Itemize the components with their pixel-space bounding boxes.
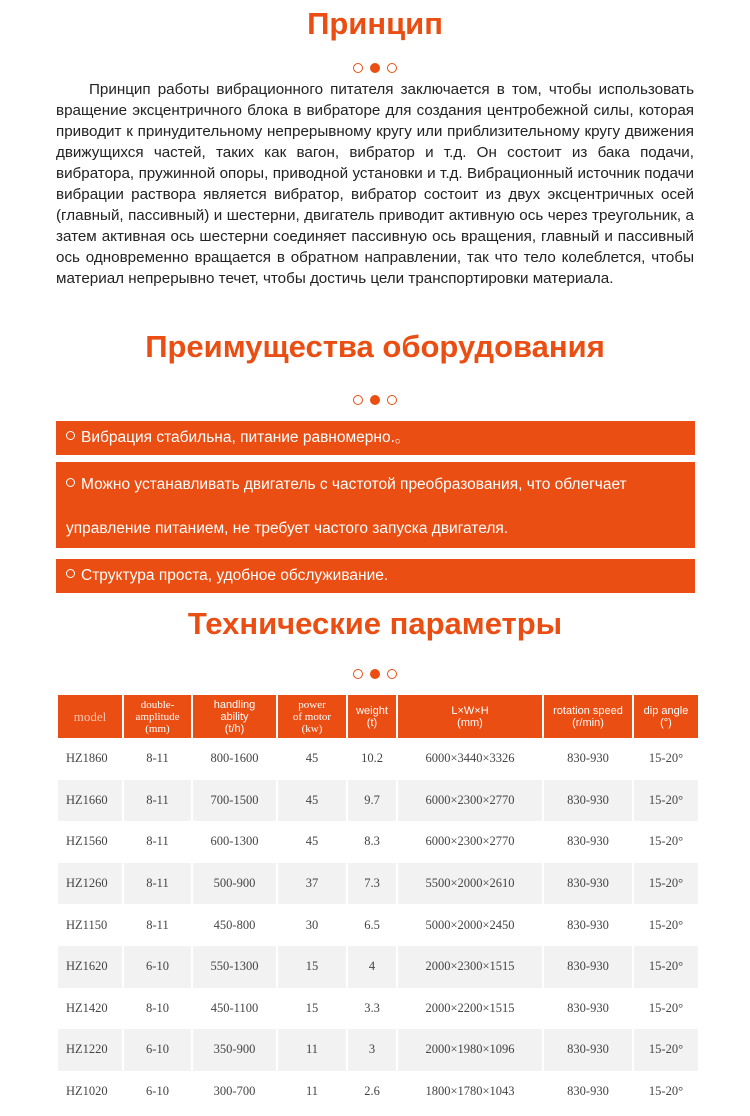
cell-power: 11: [278, 1029, 346, 1071]
specs-table: [56, 695, 700, 1112]
divider-dot-active: [370, 395, 380, 405]
cell-capacity: 600-1300: [210, 834, 259, 849]
cell-power: 45: [305, 751, 319, 766]
cell-amplitude: 8-10: [146, 1000, 169, 1015]
advantage-item-2-line-1: Можно устанавливать двигатель с частотой преобразования, что облегчает: [81, 476, 627, 493]
divider-dot: [353, 63, 363, 73]
cell-dimensions: 1800×1780×1043: [425, 1084, 515, 1099]
advantage-item-2: [56, 462, 695, 548]
cell-capacity: 500-900: [193, 863, 276, 905]
cell-amplitude: 8-11: [146, 917, 169, 932]
cell-model: HZ1420: [66, 1000, 108, 1015]
cell-angle: 15-20°: [634, 946, 698, 988]
cell-speed: 830-930: [567, 1084, 609, 1099]
cell-power: 37: [278, 863, 346, 905]
cell-model: HZ1020: [66, 1084, 108, 1099]
cell-model: HZ1150: [66, 917, 108, 932]
table-row: [58, 988, 698, 1030]
col-header-amplitude: double- amplitude (mm): [124, 695, 191, 738]
advantages-divider-dots: [0, 395, 750, 409]
cell-model: HZ1620: [58, 946, 122, 988]
table-row: [58, 904, 698, 946]
cell-weight: 2.6: [364, 1084, 380, 1099]
cell-angle: 15-20°: [648, 917, 684, 932]
cell-dimensions: 5500×2000×2610: [398, 863, 542, 905]
cell-dimensions: 6000×2300×2770: [425, 834, 515, 849]
principle-divider-dots: [0, 63, 750, 77]
bullet-icon: [66, 478, 75, 487]
table-row: [58, 738, 698, 780]
table-row: [58, 821, 698, 863]
specs-divider-dots: [0, 669, 750, 683]
table-row: [58, 946, 698, 988]
col-header-capacity: handling ability (t/h): [193, 695, 276, 738]
cell-model: HZ1660: [58, 780, 122, 822]
cell-model: HZ1560: [66, 834, 108, 849]
principle-text: Принцип работы вибрационного питателя заключается в том, чтобы использовать вращение эксцентричного блока в вибраторе для создания центробежной силы, которая приводит к принудительному непрерывному кругу или приблизительному кругу движения движущихся частей, таких как вагон, вибратор и т.д. Он состоит из бака подачи, вибратора, пружинной опоры, приводной установки и т.д. Вибрационный источник подачи вибрации раствора является вибратор, вибратор состоит из двух эксцентричных осей (главный, пассивный) и шестерни, двигатель приводит активную ось через треугольник, а затем активная ось шестерни соединяет пассивную ось вращения, главный и пассивный ось одновременно вращается в обратном направлении, так что тело колеблется, чтобы материал непрерывно течет, чтобы достичь цели транспортировки материала.: [56, 81, 694, 287]
col-header-power: power of motor (kw): [278, 695, 346, 738]
cell-capacity: 450-1100: [210, 1000, 259, 1015]
cell-speed: 830-930: [567, 751, 609, 766]
col-header-model: model: [58, 695, 122, 738]
cell-speed: 830-930: [567, 834, 609, 849]
cell-weight: 4: [348, 946, 396, 988]
table-row: [58, 780, 698, 822]
cell-capacity: 550-1300: [193, 946, 276, 988]
table-row: [58, 863, 698, 905]
cell-dimensions: 2000×1980×1096: [398, 1029, 542, 1071]
specs-title: Технические параметры: [187, 606, 563, 641]
col-header-weight: weight (t): [348, 695, 396, 738]
cell-power: 11: [305, 1084, 319, 1099]
cell-weight: 6.5: [364, 917, 380, 932]
cell-speed: 830-930: [544, 780, 632, 822]
cell-speed: 830-930: [567, 1000, 609, 1015]
cell-speed: 830-930: [544, 1029, 632, 1071]
cell-amplitude: 6-10: [146, 1084, 169, 1099]
cell-amplitude: 6-10: [124, 946, 191, 988]
cell-dimensions: 6000×2300×2770: [398, 780, 542, 822]
col-header-dimensions: L×W×H (mm): [398, 695, 542, 738]
cell-dimensions: 6000×3440×3326: [425, 751, 515, 766]
advantage-item-2-line-2: управление питанием, не требует частого запуска двигателя.: [66, 520, 509, 537]
cell-model: HZ1860: [66, 751, 108, 766]
cell-angle: 15-20°: [648, 1000, 684, 1015]
bullet-icon: [66, 569, 75, 578]
cell-angle: 15-20°: [648, 1084, 684, 1099]
cell-angle: 15-20°: [634, 863, 698, 905]
divider-dot: [387, 669, 397, 679]
col-header-angle: dip angle (°): [634, 695, 698, 738]
advantage-item-1-text: Вибрация стабильна, питание равномерно.。: [81, 429, 411, 446]
cell-power: 45: [278, 780, 346, 822]
cell-weight: 3.3: [364, 1000, 380, 1015]
divider-dot: [353, 395, 363, 405]
col-header-speed: rotation speed (r/min): [544, 695, 632, 738]
advantage-item-3: [56, 559, 695, 593]
cell-model: HZ1260: [58, 863, 122, 905]
cell-amplitude: 8-11: [124, 863, 191, 905]
cell-speed: 830-930: [544, 946, 632, 988]
cell-amplitude: 8-11: [124, 780, 191, 822]
advantage-item-1: [56, 421, 695, 455]
table-header-row: [58, 695, 698, 738]
cell-amplitude: 8-11: [146, 751, 169, 766]
bullet-icon: [66, 431, 75, 440]
cell-dimensions: 2000×2200×1515: [425, 1000, 515, 1015]
cell-weight: 9.7: [348, 780, 396, 822]
cell-power: 15: [278, 946, 346, 988]
divider-dot-active: [370, 669, 380, 679]
cell-dimensions: 2000×2300×1515: [398, 946, 542, 988]
cell-capacity: 350-900: [193, 1029, 276, 1071]
advantage-item-3-text: Структура проста, удобное обслуживание.: [81, 567, 389, 584]
cell-weight: 8.3: [364, 834, 380, 849]
cell-model: HZ1220: [58, 1029, 122, 1071]
cell-amplitude: 8-11: [146, 834, 169, 849]
table-row: [58, 1029, 698, 1071]
cell-angle: 15-20°: [648, 834, 684, 849]
cell-capacity: 800-1600: [210, 751, 259, 766]
cell-speed: 830-930: [544, 863, 632, 905]
principle-title: Принцип: [307, 6, 443, 41]
table-row: [58, 1071, 698, 1113]
cell-capacity: 300-700: [213, 1084, 256, 1099]
cell-capacity: 700-1500: [193, 780, 276, 822]
cell-amplitude: 6-10: [124, 1029, 191, 1071]
cell-angle: 15-20°: [648, 751, 684, 766]
cell-power: 15: [305, 1000, 319, 1015]
cell-capacity: 450-800: [213, 917, 256, 932]
cell-power: 30: [305, 917, 319, 932]
divider-dot: [387, 395, 397, 405]
cell-weight: 3: [348, 1029, 396, 1071]
cell-angle: 15-20°: [634, 780, 698, 822]
cell-power: 45: [305, 834, 319, 849]
cell-dimensions: 5000×2000×2450: [425, 917, 515, 932]
divider-dot: [387, 63, 397, 73]
divider-dot-active: [370, 63, 380, 73]
cell-weight: 10.2: [361, 751, 383, 766]
advantages-title: Преимущества оборудования: [145, 329, 605, 364]
cell-weight: 7.3: [348, 863, 396, 905]
cell-angle: 15-20°: [634, 1029, 698, 1071]
cell-speed: 830-930: [567, 917, 609, 932]
divider-dot: [353, 669, 363, 679]
